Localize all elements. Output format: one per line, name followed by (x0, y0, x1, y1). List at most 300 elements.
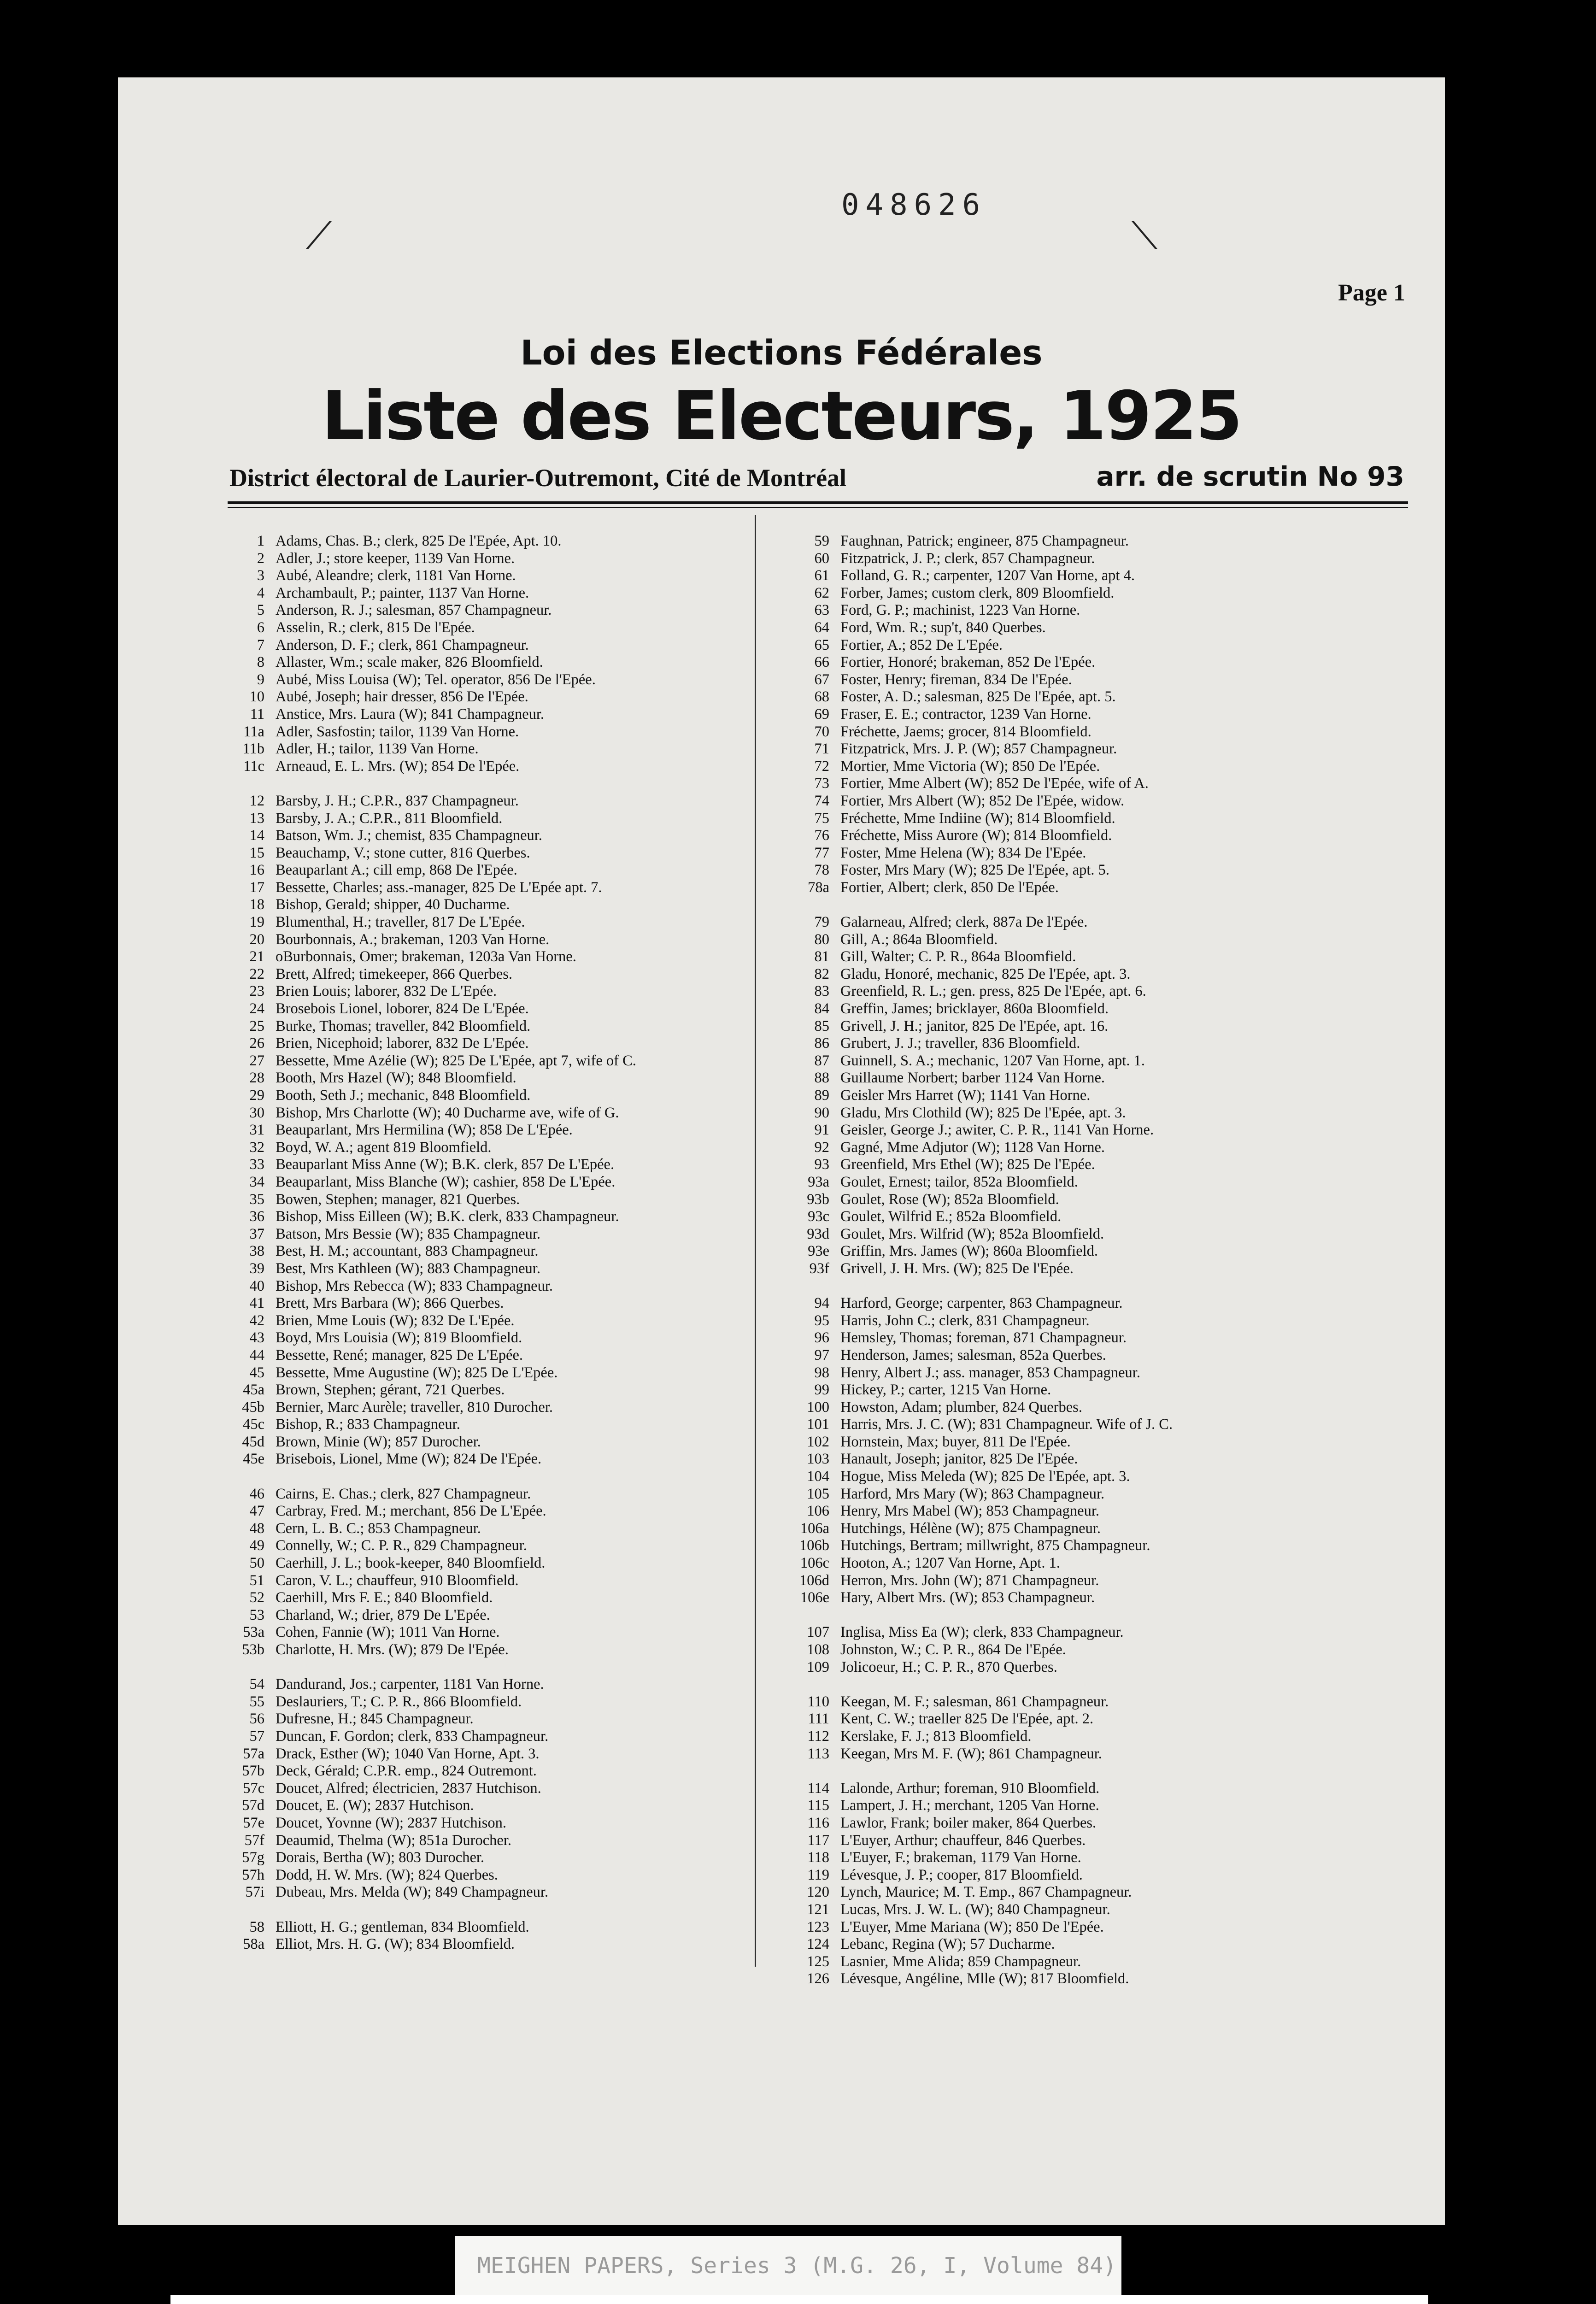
elector-number: 3 (257, 567, 264, 584)
elector-number: 116 (807, 1814, 829, 1831)
elector-details: Bishop, Mrs Charlotte (W); 40 Ducharme ave, wife of G. (276, 1104, 619, 1121)
elector-details: Best, H. M.; accountant, 883 Champagneur. (276, 1243, 539, 1260)
elector-details: Foster, Mme Helena (W); 834 De l'Epée. (840, 844, 1086, 861)
elector-details: Doucet, E. (W); 2837 Hutchison. (276, 1797, 474, 1814)
elector-number: 76 (814, 827, 829, 844)
section-gap (217, 1468, 788, 1486)
section-gap (217, 775, 788, 793)
elector-number: 1 (257, 533, 264, 549)
elector-number: 36 (249, 1208, 264, 1225)
elector-number: 73 (814, 775, 829, 792)
elector-number: 37 (249, 1225, 264, 1242)
elector-entry (781, 862, 1353, 879)
elector-details: Hooton, A.; 1207 Van Horne, Apt. 1. (840, 1555, 1060, 1572)
elector-entry (217, 1260, 788, 1278)
elector-details: Burke, Thomas; traveller, 842 Bloomfield. (276, 1017, 531, 1034)
elector-entry (781, 1052, 1353, 1070)
elector-details: Cern, L. B. C.; 853 Champagneur. (276, 1520, 481, 1537)
elector-entry (217, 896, 788, 914)
elector-number: 46 (249, 1485, 264, 1502)
elector-details: Ford, G. P.; machinist, 1223 Van Horne. (840, 602, 1080, 619)
elector-number: 117 (807, 1832, 829, 1849)
elector-number: 42 (249, 1312, 264, 1329)
elector-entry (781, 1746, 1353, 1763)
elector-number: 57 (249, 1728, 264, 1745)
elector-entry (217, 1000, 788, 1018)
elector-details: Anderson, R. J.; salesman, 857 Champagneur. (276, 602, 552, 619)
elector-details: Fortier, A.; 852 De L'Epée. (840, 636, 1003, 653)
elector-entry (781, 810, 1353, 828)
elector-details: Jolicoeur, H.; C. P. R., 870 Querbes. (840, 1658, 1057, 1675)
elector-number: 106d (799, 1572, 829, 1589)
elector-details: Folland, G. R.; carpenter, 1207 Van Horne, apt 4. (840, 567, 1135, 584)
elector-details: Cohen, Fannie (W); 1011 Van Horne. (276, 1624, 500, 1641)
elector-entry (217, 845, 788, 862)
elector-entry (217, 1641, 788, 1659)
elector-details: Lévesque, J. P.; cooper, 817 Bloomfield. (840, 1866, 1083, 1883)
elector-details: Lalonde, Arthur; foreman, 910 Bloomfield. (840, 1780, 1100, 1797)
elector-number: 107 (807, 1624, 829, 1641)
elector-number: 65 (814, 636, 829, 653)
elector-entry (781, 1867, 1353, 1884)
elector-details: Barsby, J. H.; C.P.R., 837 Champagneur. (276, 792, 519, 809)
elector-entry (217, 1087, 788, 1105)
elector-details: Bourbonnais, A.; brakeman, 1203 Van Horne. (276, 931, 550, 948)
polling-division: arr. de scrutin No 93 (1096, 461, 1404, 492)
elector-entry (217, 1243, 788, 1260)
elector-number: 40 (249, 1277, 264, 1294)
elector-entry (217, 1520, 788, 1538)
elector-entry (217, 654, 788, 671)
elector-details: Henry, Mrs Mabel (W); 853 Champagneur. (840, 1503, 1099, 1520)
elector-entry (781, 1555, 1353, 1572)
elector-entry (781, 775, 1353, 793)
elector-entry (217, 1746, 788, 1763)
elector-entry (217, 741, 788, 758)
elector-entry (781, 1018, 1353, 1035)
elector-entry (781, 637, 1353, 654)
elector-number: 93d (807, 1225, 829, 1242)
elector-entry (781, 1174, 1353, 1191)
elector-number: 75 (814, 810, 829, 827)
elector-entry (781, 1347, 1353, 1364)
elector-details: Goulet, Mrs. Wilfrid (W); 852a Bloomfield. (840, 1225, 1104, 1242)
elector-number: 69 (814, 705, 829, 723)
elector-details: Bessette, Mme Azélie (W); 825 De L'Epée, apt 7, wife of C. (276, 1052, 636, 1069)
elector-number: 88 (814, 1070, 829, 1087)
elector-number: 57f (244, 1832, 264, 1849)
elector-number: 39 (249, 1260, 264, 1277)
elector-number: 45a (243, 1381, 264, 1399)
elector-details: Fréchette, Mme Indiine (W); 814 Bloomfield. (840, 810, 1115, 827)
elector-entry (217, 862, 788, 879)
elector-details: Galarneau, Alfred; clerk, 887a De l'Epée. (840, 914, 1088, 931)
elector-entry (781, 1087, 1353, 1105)
elector-details: Brosebois Lionel, loborer, 824 De L'Epée. (276, 1000, 529, 1017)
section-gap (781, 1763, 1353, 1780)
elector-number: 93f (809, 1260, 829, 1277)
elector-number: 71 (814, 741, 829, 758)
elector-entry (217, 1867, 788, 1884)
elector-entry (781, 1226, 1353, 1243)
elector-number: 64 (814, 619, 829, 636)
elector-details: Lebanc, Regina (W); 57 Ducharme. (840, 1936, 1055, 1953)
elector-number: 98 (814, 1364, 829, 1381)
reference-number: 048626 (841, 188, 987, 222)
elector-entry (217, 1797, 788, 1815)
elector-details: Bessette, René; manager, 825 De L'Epée. (276, 1346, 523, 1364)
section-gap (217, 1659, 788, 1676)
elector-entry (217, 810, 788, 828)
elector-number: 12 (249, 792, 264, 809)
elector-number: 32 (249, 1139, 264, 1156)
elector-details: Fortier, Albert; clerk, 850 De l'Epée. (840, 879, 1059, 896)
elector-entry (217, 1347, 788, 1364)
elector-entry (781, 948, 1353, 966)
elector-entry (781, 706, 1353, 723)
elector-entry (781, 1295, 1353, 1312)
elector-entry (217, 1364, 788, 1382)
elector-number: 60 (814, 550, 829, 567)
elector-details: Dufresne, H.; 845 Champagneur. (276, 1710, 474, 1728)
elector-entry (217, 879, 788, 897)
elector-details: Fortier, Mrs Albert (W); 852 De l'Epée, widow. (840, 792, 1125, 809)
elector-number: 20 (249, 931, 264, 948)
elector-details: Ford, Wm. R.; sup't, 840 Querbes. (840, 619, 1046, 636)
elector-details: Anderson, D. F.; clerk, 861 Champagneur. (276, 636, 529, 653)
elector-number: 51 (249, 1572, 264, 1589)
elector-number: 66 (814, 654, 829, 671)
elector-details: Goulet, Wilfrid E.; 852a Bloomfield. (840, 1208, 1062, 1225)
elector-entry (781, 758, 1353, 776)
elector-number: 45e (243, 1451, 264, 1468)
elector-number: 106b (799, 1537, 829, 1554)
elector-number: 7 (257, 636, 264, 653)
section-gap (781, 1607, 1353, 1624)
elector-details: Bessette, Charles; ass.-manager, 825 De L'Epée apt. 7. (276, 879, 602, 896)
elector-details: Brown, Stephen; gérant, 721 Querbes. (276, 1381, 505, 1399)
elector-details: Johnston, W.; C. P. R., 864 De l'Epée. (840, 1641, 1066, 1658)
elector-details: Forber, James; custom clerk, 809 Bloomfield. (840, 584, 1115, 601)
elector-details: Brett, Alfred; timekeeper, 866 Querbes. (276, 965, 513, 982)
elector-number: 18 (249, 896, 264, 913)
elector-details: Bishop, Mrs Rebecca (W); 833 Champagneur. (276, 1277, 553, 1294)
elector-number: 49 (249, 1537, 264, 1554)
elector-entry (217, 1676, 788, 1693)
elector-entry (217, 1607, 788, 1624)
elector-details: Gladu, Honoré, mechanic, 825 De l'Epée, apt. 3. (840, 965, 1131, 982)
elector-entry (781, 533, 1353, 550)
elector-entry (781, 1503, 1353, 1520)
elector-number: 112 (807, 1728, 829, 1745)
elector-entry (217, 1381, 788, 1399)
elector-number: 91 (814, 1122, 829, 1139)
elector-number: 15 (249, 844, 264, 861)
elector-number: 86 (814, 1035, 829, 1052)
elector-number: 82 (814, 965, 829, 982)
elector-entry (781, 567, 1353, 585)
elector-details: Fortier, Honoré; brakeman, 852 De l'Epée. (840, 654, 1096, 671)
elector-details: Dubeau, Mrs. Melda (W); 849 Champagneur. (276, 1884, 549, 1901)
elector-details: Keegan, Mrs M. F. (W); 861 Champagneur. (840, 1745, 1102, 1762)
elector-number: 93e (808, 1243, 829, 1260)
elector-entry (217, 758, 788, 776)
elector-details: Booth, Mrs Hazel (W); 848 Bloomfield. (276, 1070, 516, 1087)
elector-entry (781, 1105, 1353, 1122)
elector-number: 100 (807, 1399, 829, 1416)
elector-entry (781, 619, 1353, 637)
elector-details: Hary, Albert Mrs. (W); 853 Champagneur. (840, 1589, 1095, 1606)
elector-entry (781, 1260, 1353, 1278)
elector-number: 52 (249, 1589, 264, 1606)
elector-details: Foster, Henry; fireman, 834 De l'Epée. (840, 671, 1072, 688)
elector-number: 125 (807, 1953, 829, 1970)
elector-details: Carbray, Fred. M.; merchant, 856 De L'Epée. (276, 1503, 546, 1520)
elector-number: 70 (814, 723, 829, 740)
elector-details: Grivell, J. H. Mrs. (W); 825 De l'Epée. (840, 1260, 1074, 1277)
elector-entry (781, 1364, 1353, 1382)
elector-details: Guinnell, S. A.; mechanic, 1207 Van Horne, apt. 1. (840, 1052, 1145, 1069)
elector-entry (781, 1434, 1353, 1451)
elector-number: 80 (814, 931, 829, 948)
elector-entry (781, 1122, 1353, 1139)
elector-entry (217, 966, 788, 983)
elector-number: 35 (249, 1191, 264, 1208)
elector-entry (217, 1763, 788, 1780)
elector-entry (217, 1832, 788, 1850)
elector-number: 53b (242, 1641, 264, 1658)
elector-entry (217, 671, 788, 689)
elector-number: 72 (814, 758, 829, 775)
elector-entry (217, 1105, 788, 1122)
elector-number: 50 (249, 1555, 264, 1572)
elector-number: 10 (249, 688, 264, 705)
elector-details: Harford, Mrs Mary (W); 863 Champagneur. (840, 1485, 1105, 1502)
elector-entry (781, 602, 1353, 619)
elector-entry (781, 983, 1353, 1000)
elector-entry (217, 1052, 788, 1070)
elector-details: Caerhill, J. L.; book-keeper, 840 Bloomfield. (276, 1555, 546, 1572)
elector-number: 93b (807, 1191, 829, 1208)
elector-details: Adler, Sasfostin; tailor, 1139 Van Horne. (276, 723, 519, 740)
elector-details: Doucet, Alfred; électricien, 2837 Hutchison. (276, 1780, 541, 1797)
elector-number: 104 (807, 1468, 829, 1485)
elector-details: Inglisa, Miss Ea (W); clerk, 833 Champagneur. (840, 1624, 1124, 1641)
elector-details: Hanault, Joseph; janitor, 825 De l'Epée. (840, 1451, 1078, 1468)
section-gap (781, 896, 1353, 914)
elector-details: Lynch, Maurice; M. T. Emp., 867 Champagneur. (840, 1884, 1132, 1901)
elector-entry (781, 1156, 1353, 1174)
elector-number: 38 (249, 1243, 264, 1260)
elector-entry (781, 1191, 1353, 1209)
elector-number: 106e (800, 1589, 829, 1606)
elector-details: Lasnier, Mme Alida; 859 Champagneur. (840, 1953, 1081, 1970)
elector-number: 121 (807, 1901, 829, 1918)
elector-number: 44 (249, 1346, 264, 1364)
elector-details: Asselin, R.; clerk, 815 De l'Epée. (276, 619, 475, 636)
elector-details: Cairns, E. Chas.; clerk, 827 Champagneur. (276, 1485, 531, 1502)
elector-entry (217, 1122, 788, 1139)
elector-number: 83 (814, 983, 829, 1000)
elector-entry (217, 1208, 788, 1226)
elector-entry (217, 1815, 788, 1832)
elector-details: Boyd, Mrs Louisia (W); 819 Bloomfield. (276, 1329, 522, 1346)
electoral-list-sheet (118, 77, 1445, 2225)
elector-entry (781, 1919, 1353, 1936)
elector-details: Beauparlant, Mrs Hermilina (W); 858 De L'Epée. (276, 1122, 573, 1139)
elector-details: L'Euyer, Arthur; chauffeur, 846 Querbes. (840, 1832, 1086, 1849)
section-gap (217, 1901, 788, 1919)
elector-details: Grivell, J. H.; janitor, 825 De l'Epée, apt. 16. (840, 1017, 1109, 1034)
elector-number: 26 (249, 1035, 264, 1052)
elector-number: 11a (243, 723, 264, 740)
elector-entry (781, 723, 1353, 741)
elector-entry (781, 1070, 1353, 1087)
elector-entry (781, 845, 1353, 862)
elector-number: 102 (807, 1433, 829, 1450)
elector-entry (217, 1884, 788, 1901)
elector-entry (217, 1849, 788, 1867)
elector-number: 45b (242, 1399, 264, 1416)
elector-number: 106 (807, 1503, 829, 1520)
elector-number: 61 (814, 567, 829, 584)
elector-entry (781, 1520, 1353, 1538)
elector-entry (781, 1000, 1353, 1018)
elector-number: 99 (814, 1381, 829, 1399)
elector-entry (217, 637, 788, 654)
elector-number: 31 (249, 1122, 264, 1139)
elector-number: 56 (249, 1710, 264, 1728)
elector-entry (217, 1936, 788, 1953)
elector-entry (217, 1451, 788, 1468)
elector-entry (217, 827, 788, 845)
elector-details: Charlotte, H. Mrs. (W); 879 De l'Epée. (276, 1641, 509, 1658)
elector-details: Brien, Mme Louis (W); 832 De L'Epée. (276, 1312, 515, 1329)
elector-number: 93a (808, 1173, 829, 1190)
elector-entry (217, 1572, 788, 1590)
elector-number: 57a (243, 1745, 264, 1762)
elector-number: 58a (243, 1936, 264, 1953)
elector-entry (781, 1780, 1353, 1798)
elector-details: Charland, W.; drier, 879 De L'Epée. (276, 1606, 490, 1623)
elector-number: 14 (249, 827, 264, 844)
elector-entry (217, 1156, 788, 1174)
elector-details: Hutchings, Hélène (W); 875 Champagneur. (840, 1520, 1101, 1537)
elector-entry (781, 1849, 1353, 1867)
elector-details: Bowen, Stephen; manager, 821 Querbes. (276, 1191, 520, 1208)
elector-number: 28 (249, 1070, 264, 1087)
elector-number: 124 (807, 1936, 829, 1953)
elector-entry (217, 1226, 788, 1243)
elector-number: 23 (249, 983, 264, 1000)
elector-entry (217, 1589, 788, 1607)
elector-number: 84 (814, 1000, 829, 1017)
elector-details: Bessette, Mme Augustine (W); 825 De L'Epée. (276, 1364, 558, 1381)
elector-details: Aubé, Aleandre; clerk, 1181 Van Horne. (276, 567, 516, 584)
elector-details: Greenfield, Mrs Ethel (W); 825 De l'Epée. (840, 1156, 1095, 1173)
elector-details: Herron, Mrs. John (W); 871 Champagneur. (840, 1572, 1099, 1589)
elector-details: Faughnan, Patrick; engineer, 875 Champagneur. (840, 533, 1129, 549)
elector-number: 68 (814, 688, 829, 705)
collection-label: MEIGHEN PAPERS, Series 3 (M.G. 26, I, Volume 84) (477, 2253, 1117, 2279)
elector-number: 103 (807, 1451, 829, 1468)
elector-details: Deck, Gérald; C.P.R. emp., 824 Outremont. (276, 1763, 537, 1780)
elector-entry (781, 1710, 1353, 1728)
elector-entry (781, 1208, 1353, 1226)
elector-number: 92 (814, 1139, 829, 1156)
elector-details: Lawlor, Frank; boiler maker, 864 Querbes. (840, 1814, 1097, 1831)
elector-number: 53 (249, 1606, 264, 1623)
elector-entry (217, 1174, 788, 1191)
elector-entry (781, 1624, 1353, 1641)
elector-details: Brown, Minie (W); 857 Durocher. (276, 1433, 481, 1450)
elector-entry (217, 1486, 788, 1503)
elector-number: 57e (243, 1814, 264, 1831)
elector-entry (781, 1486, 1353, 1503)
elector-entry (781, 914, 1353, 931)
elector-details: Kent, C. W.; traeller 825 De l'Epée, apt. 2. (840, 1710, 1094, 1728)
elector-entry (781, 1797, 1353, 1815)
elector-details: Elliott, H. G.; gentleman, 834 Bloomfield. (276, 1918, 529, 1935)
elector-number: 54 (249, 1676, 264, 1693)
elector-details: Gill, Walter; C. P. R., 864a Bloomfield. (840, 948, 1076, 965)
elector-details: Lampert, J. H.; merchant, 1205 Van Horne. (840, 1797, 1099, 1814)
elector-number: 43 (249, 1329, 264, 1346)
elector-entry (781, 741, 1353, 758)
collection-label-strip (455, 2236, 1121, 2296)
elector-number: 13 (249, 810, 264, 827)
elector-details: Caron, V. L.; chauffeur, 910 Bloomfield. (276, 1572, 519, 1589)
elector-entry (781, 1832, 1353, 1850)
elector-entry (781, 793, 1353, 810)
elector-entry (217, 1329, 788, 1347)
elector-details: Geisler Mrs Harret (W); 1141 Van Horne. (840, 1087, 1091, 1104)
elector-details: Geisler, George J.; awiter, C. P. R., 1141 Van Horne. (840, 1122, 1154, 1139)
elector-entry (217, 1537, 788, 1555)
elector-details: Fraser, E. E.; contractor, 1239 Van Horne. (840, 705, 1091, 723)
elector-number: 89 (814, 1087, 829, 1104)
elector-details: Anstice, Mrs. Laura (W); 841 Champagneur. (276, 705, 545, 723)
elector-number: 79 (814, 914, 829, 931)
elector-entry (217, 1728, 788, 1746)
page-number: Page 1 (1338, 280, 1405, 306)
elector-number: 118 (807, 1849, 829, 1866)
elector-entry (217, 550, 788, 568)
elector-number: 78 (814, 862, 829, 879)
elector-number: 95 (814, 1312, 829, 1329)
elector-details: Hemsley, Thomas; foreman, 871 Champagneur. (840, 1329, 1127, 1346)
elector-entry (217, 1018, 788, 1035)
elector-details: Aubé, Miss Louisa (W); Tel. operator, 856 De l'Epée. (276, 671, 596, 688)
elector-details: Dodd, H. W. Mrs. (W); 824 Querbes. (276, 1866, 498, 1883)
elector-entry (217, 1139, 788, 1157)
elector-number: 90 (814, 1104, 829, 1121)
elector-entry (217, 793, 788, 810)
elector-details: Bishop, Miss Eilleen (W); B.K. clerk, 833 Champagneur. (276, 1208, 619, 1225)
elector-entry (781, 1243, 1353, 1260)
elector-entry (781, 1641, 1353, 1659)
elector-details: Aubé, Joseph; hair dresser, 856 De l'Epée. (276, 688, 528, 705)
elector-number: 115 (807, 1797, 829, 1814)
elector-number: 57d (242, 1797, 264, 1814)
elector-details: Brien Louis; laborer, 832 De L'Epée. (276, 983, 497, 1000)
elector-entry (781, 1537, 1353, 1555)
elector-details: Batson, Mrs Bessie (W); 835 Champagneur. (276, 1225, 540, 1242)
elector-details: Grubert, J. J.; traveller, 836 Bloomfield. (840, 1035, 1080, 1052)
elector-entry (217, 931, 788, 949)
elector-details: Greenfield, R. L.; gen. press, 825 De l'Epée, apt. 6. (840, 983, 1146, 1000)
elector-number: 57g (242, 1849, 264, 1866)
